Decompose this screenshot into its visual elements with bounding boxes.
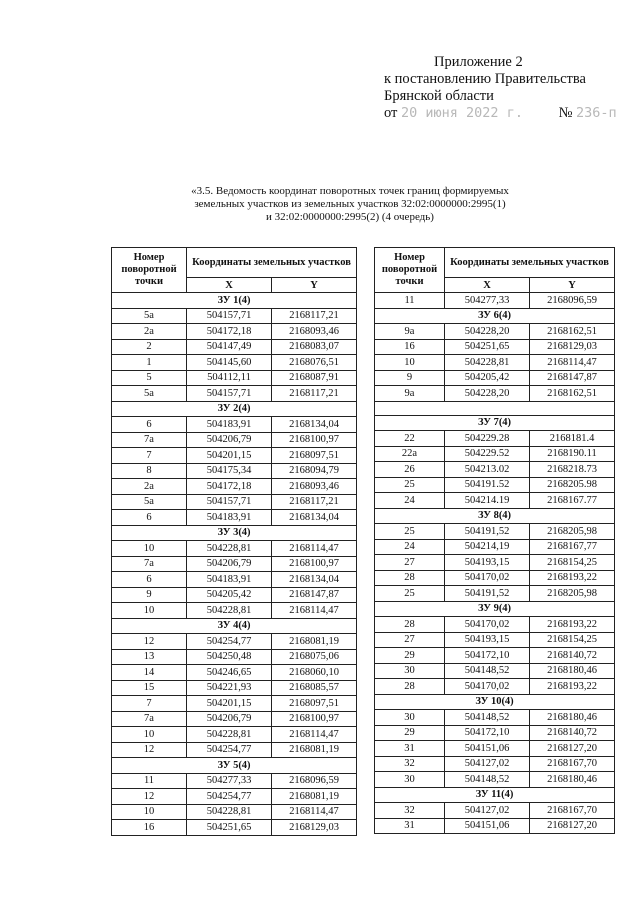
table-row (112, 649, 357, 665)
table-row (112, 804, 357, 820)
x-coordinate-cell: 504193,15 (445, 555, 530, 571)
x-coordinate-cell: 504112,11 (187, 370, 272, 386)
x-coordinate-cell: 504277,33 (187, 773, 272, 789)
x-coordinate-cell: 504205,42 (445, 370, 530, 386)
parcel-label: ЗУ 2(4) (112, 401, 357, 417)
table-row (375, 756, 615, 772)
table-row (112, 696, 357, 712)
y-coordinate-cell: 2168147,87 (272, 587, 357, 603)
parcel-group-row (375, 508, 615, 524)
table-row (112, 727, 357, 743)
table-row (112, 355, 357, 371)
x-coordinate-cell: 504191,52 (445, 524, 530, 540)
point-number-cell: 22 (375, 431, 445, 447)
point-number-cell: 9а (375, 324, 445, 340)
table-row (112, 572, 357, 588)
appendix-resolution-line: к постановлению Правительства (384, 71, 586, 87)
caption-line-2: земельных участков из земельных участков 32:02:0000000:2995(1) (194, 198, 506, 210)
x-coordinate-cell: 504148,52 (445, 710, 530, 726)
table-row (112, 773, 357, 789)
empty-row (375, 401, 615, 415)
y-coordinate-cell: 2168167,77 (530, 539, 615, 555)
table-row (112, 820, 357, 836)
table-row (375, 617, 615, 633)
appendix-title: Приложение 2 (434, 54, 523, 70)
x-coordinate-cell: 504228,81 (445, 355, 530, 371)
y-coordinate-cell: 2168114,47 (272, 727, 357, 743)
x-coordinate-cell: 504205,42 (187, 587, 272, 603)
table-row (375, 539, 615, 555)
parcel-group-row (112, 401, 357, 417)
x-coordinate-cell: 504151,06 (445, 741, 530, 757)
y-coordinate-cell: 2168127,20 (530, 818, 615, 834)
y-coordinate-cell: 2168093,46 (272, 324, 357, 340)
y-coordinate-cell: 2168190.11 (530, 446, 615, 462)
table-row (375, 493, 615, 509)
x-coordinate-cell: 504145,60 (187, 355, 272, 371)
point-number-cell: 5а (112, 386, 187, 402)
parcel-group-row (375, 601, 615, 617)
point-number-cell: 16 (112, 820, 187, 836)
coordinates-table-left (111, 247, 357, 836)
y-coordinate-cell: 2168134,04 (272, 572, 357, 588)
x-coordinate-cell: 504183,91 (187, 572, 272, 588)
header-point-number: Номер поворотной точки (375, 248, 445, 293)
point-number-cell: 14 (112, 665, 187, 681)
number-prefix: № (558, 105, 573, 121)
point-number-cell: 28 (375, 570, 445, 586)
parcel-label: ЗУ 7(4) (375, 415, 615, 431)
point-number-cell: 25 (375, 586, 445, 602)
appendix-region-line: Брянской области (384, 88, 494, 104)
point-number-cell: 27 (375, 555, 445, 571)
table-row (112, 479, 357, 495)
y-coordinate-cell: 2168097,51 (272, 448, 357, 464)
point-number-cell: 7а (112, 432, 187, 448)
point-number-cell: 10 (112, 804, 187, 820)
x-coordinate-cell: 504213.02 (445, 462, 530, 478)
x-coordinate-cell: 504250,48 (187, 649, 272, 665)
x-coordinate-cell: 504228,81 (187, 804, 272, 820)
point-number-cell: 9 (112, 587, 187, 603)
header-y: Y (530, 278, 615, 293)
point-number-cell: 5а (112, 494, 187, 510)
point-number-cell: 32 (375, 803, 445, 819)
point-number-cell: 31 (375, 818, 445, 834)
y-coordinate-cell: 2168154,25 (530, 555, 615, 571)
point-number-cell: 8 (112, 463, 187, 479)
point-number-cell: 16 (375, 339, 445, 355)
x-coordinate-cell: 504127,02 (445, 756, 530, 772)
table-row (112, 587, 357, 603)
y-coordinate-cell: 2168127,20 (530, 741, 615, 757)
x-coordinate-cell: 504151,06 (445, 818, 530, 834)
y-coordinate-cell: 2168134,04 (272, 417, 357, 433)
y-coordinate-cell: 2168180,46 (530, 772, 615, 788)
parcel-group-row (375, 787, 615, 803)
y-coordinate-cell: 2168085,57 (272, 680, 357, 696)
y-coordinate-cell: 2168100,97 (272, 432, 357, 448)
y-coordinate-cell: 2168081,19 (272, 789, 357, 805)
point-number-cell: 2а (112, 324, 187, 340)
table-row (112, 386, 357, 402)
y-coordinate-cell: 2168114,47 (272, 804, 357, 820)
x-coordinate-cell: 504157,71 (187, 494, 272, 510)
parcel-group-row (112, 525, 357, 541)
point-number-cell: 26 (375, 462, 445, 478)
table-row (112, 711, 357, 727)
x-coordinate-cell: 504251,65 (445, 339, 530, 355)
point-number-cell: 11 (375, 293, 445, 309)
point-number-cell: 15 (112, 680, 187, 696)
point-number-cell: 31 (375, 741, 445, 757)
y-coordinate-cell: 2168134,04 (272, 510, 357, 526)
y-coordinate-cell: 2168129,03 (272, 820, 357, 836)
header-point-number: Номер поворотной точки (112, 248, 187, 293)
parcel-group-row (112, 618, 357, 634)
x-coordinate-cell: 504183,91 (187, 510, 272, 526)
appendix-header (384, 54, 634, 122)
table-row (112, 541, 357, 557)
x-coordinate-cell: 504170,02 (445, 679, 530, 695)
appendix-date-row (384, 105, 634, 122)
y-coordinate-cell: 2168093,46 (272, 479, 357, 495)
y-coordinate-cell: 2168114,47 (272, 603, 357, 619)
header-coordinates: Координаты земельных участков (187, 248, 357, 278)
date-prefix: от (384, 105, 398, 121)
parcel-label: ЗУ 10(4) (375, 694, 615, 710)
table-row (375, 324, 615, 340)
y-coordinate-cell: 2168167,70 (530, 756, 615, 772)
table-row (112, 417, 357, 433)
x-coordinate-cell: 504254,77 (187, 634, 272, 650)
parcel-label: ЗУ 1(4) (112, 293, 357, 309)
table-row (375, 355, 615, 371)
table-row (112, 494, 357, 510)
parcel-label: ЗУ 5(4) (112, 758, 357, 774)
x-coordinate-cell: 504172,18 (187, 479, 272, 495)
table-row (112, 665, 357, 681)
x-coordinate-cell: 504206,79 (187, 432, 272, 448)
table-row (375, 818, 615, 834)
y-coordinate-cell: 2168167.77 (530, 493, 615, 509)
date-value: 20 июня 2022 г. (401, 105, 523, 121)
y-coordinate-cell: 2168181.4 (530, 431, 615, 447)
y-coordinate-cell: 2168096,59 (530, 293, 615, 309)
right-table-body (375, 293, 615, 834)
x-coordinate-cell: 504201,15 (187, 448, 272, 464)
point-number-cell: 7 (112, 448, 187, 464)
table-row (112, 432, 357, 448)
point-number-cell: 6 (112, 572, 187, 588)
table-row (375, 555, 615, 571)
point-number-cell: 32 (375, 756, 445, 772)
x-coordinate-cell: 504175,34 (187, 463, 272, 479)
x-coordinate-cell: 504221,93 (187, 680, 272, 696)
point-number-cell: 30 (375, 663, 445, 679)
point-number-cell: 2а (112, 479, 187, 495)
table-row (375, 462, 615, 478)
parcel-group-row (112, 293, 357, 309)
parcel-label: ЗУ 11(4) (375, 787, 615, 803)
x-coordinate-cell: 504127,02 (445, 803, 530, 819)
y-coordinate-cell: 2168081,19 (272, 634, 357, 650)
point-number-cell: 29 (375, 648, 445, 664)
table-row (375, 725, 615, 741)
y-coordinate-cell: 2168117,21 (272, 494, 357, 510)
table-row (112, 339, 357, 355)
y-coordinate-cell: 2168193,22 (530, 679, 615, 695)
point-number-cell: 5а (112, 308, 187, 324)
point-number-cell: 12 (112, 789, 187, 805)
point-number-cell: 7а (112, 556, 187, 572)
y-coordinate-cell: 2168117,21 (272, 386, 357, 402)
x-coordinate-cell: 504201,15 (187, 696, 272, 712)
point-number-cell: 6 (112, 417, 187, 433)
statement-caption (150, 185, 550, 224)
x-coordinate-cell: 504170,02 (445, 570, 530, 586)
y-coordinate-cell: 2168087,91 (272, 370, 357, 386)
y-coordinate-cell: 2168094,79 (272, 463, 357, 479)
x-coordinate-cell: 504246,65 (187, 665, 272, 681)
y-coordinate-cell: 2168167,70 (530, 803, 615, 819)
x-coordinate-cell: 504170,02 (445, 617, 530, 633)
table-row (375, 339, 615, 355)
point-number-cell: 10 (112, 727, 187, 743)
table-row (112, 634, 357, 650)
x-coordinate-cell: 504206,79 (187, 711, 272, 727)
x-coordinate-cell: 504277,33 (445, 293, 530, 309)
x-coordinate-cell: 504148,52 (445, 772, 530, 788)
y-coordinate-cell: 2168100,97 (272, 556, 357, 572)
table-row (112, 742, 357, 758)
y-coordinate-cell: 2168218.73 (530, 462, 615, 478)
point-number-cell: 7 (112, 696, 187, 712)
x-coordinate-cell: 504172,10 (445, 725, 530, 741)
y-coordinate-cell: 2168180,46 (530, 710, 615, 726)
header-coordinates: Координаты земельных участков (445, 248, 615, 278)
x-coordinate-cell: 504172,18 (187, 324, 272, 340)
y-coordinate-cell: 2168180,46 (530, 663, 615, 679)
y-coordinate-cell: 2168193,22 (530, 570, 615, 586)
point-number-cell: 7а (112, 711, 187, 727)
point-number-cell: 1 (112, 355, 187, 371)
point-number-cell: 5 (112, 370, 187, 386)
x-coordinate-cell: 504228,20 (445, 324, 530, 340)
parcel-group-row (375, 415, 615, 431)
point-number-cell: 12 (112, 742, 187, 758)
table-row (375, 632, 615, 648)
table-row (112, 324, 357, 340)
table-row (112, 510, 357, 526)
parcel-label: ЗУ 3(4) (112, 525, 357, 541)
y-coordinate-cell: 2168060,10 (272, 665, 357, 681)
point-number-cell: 24 (375, 493, 445, 509)
table-row (112, 370, 357, 386)
x-coordinate-cell: 504157,71 (187, 308, 272, 324)
point-number-cell: 24 (375, 539, 445, 555)
point-number-cell: 27 (375, 632, 445, 648)
table-row (375, 648, 615, 664)
x-coordinate-cell: 504228,81 (187, 727, 272, 743)
left-table-body (112, 293, 357, 836)
caption-line-3: и 32:02:0000000:2995(2) (4 очередь) (266, 211, 434, 223)
point-number-cell: 28 (375, 679, 445, 695)
x-coordinate-cell: 504214,19 (445, 539, 530, 555)
point-number-cell: 12 (112, 634, 187, 650)
x-coordinate-cell: 504172,10 (445, 648, 530, 664)
y-coordinate-cell: 2168154,25 (530, 632, 615, 648)
x-coordinate-cell: 504206,79 (187, 556, 272, 572)
x-coordinate-cell: 504183,91 (187, 417, 272, 433)
y-coordinate-cell: 2168193,22 (530, 617, 615, 633)
y-coordinate-cell: 2168117,21 (272, 308, 357, 324)
point-number-cell: 6 (112, 510, 187, 526)
table-row (112, 308, 357, 324)
header-y: Y (272, 278, 357, 293)
table-row (375, 477, 615, 493)
caption-line-1: «3.5. Ведомость координат поворотных точек границ формируемых (191, 185, 509, 197)
table-row (375, 370, 615, 386)
point-number-cell: 10 (112, 541, 187, 557)
parcel-group-row (112, 758, 357, 774)
parcel-group-row (375, 308, 615, 324)
y-coordinate-cell: 2168205,98 (530, 586, 615, 602)
y-coordinate-cell: 2168076,51 (272, 355, 357, 371)
point-number-cell: 10 (375, 355, 445, 371)
header-x: X (445, 278, 530, 293)
y-coordinate-cell: 2168096,59 (272, 773, 357, 789)
y-coordinate-cell: 2168114,47 (530, 355, 615, 371)
table-row (375, 570, 615, 586)
coordinates-table-right (374, 247, 615, 834)
x-coordinate-cell: 504251,65 (187, 820, 272, 836)
y-coordinate-cell: 2168205,98 (530, 524, 615, 540)
x-coordinate-cell: 504193,15 (445, 632, 530, 648)
table-row (375, 710, 615, 726)
point-number-cell: 30 (375, 710, 445, 726)
point-number-cell: 25 (375, 524, 445, 540)
y-coordinate-cell: 2168140,72 (530, 725, 615, 741)
x-coordinate-cell: 504191,52 (445, 586, 530, 602)
y-coordinate-cell: 2168147,87 (530, 370, 615, 386)
point-number-cell: 25 (375, 477, 445, 493)
x-coordinate-cell: 504228,20 (445, 386, 530, 402)
x-coordinate-cell: 504228,81 (187, 541, 272, 557)
table-row (375, 741, 615, 757)
x-coordinate-cell: 504254,77 (187, 742, 272, 758)
x-coordinate-cell: 504229.52 (445, 446, 530, 462)
parcel-label: ЗУ 8(4) (375, 508, 615, 524)
y-coordinate-cell: 2168100,97 (272, 711, 357, 727)
y-coordinate-cell: 2168075,06 (272, 649, 357, 665)
parcel-group-row (375, 694, 615, 710)
point-number-cell: 22а (375, 446, 445, 462)
y-coordinate-cell: 2168081,19 (272, 742, 357, 758)
y-coordinate-cell: 2168140,72 (530, 648, 615, 664)
point-number-cell: 13 (112, 649, 187, 665)
x-coordinate-cell: 504157,71 (187, 386, 272, 402)
header-x: X (187, 278, 272, 293)
point-number-cell: 9 (375, 370, 445, 386)
x-coordinate-cell: 504229.28 (445, 431, 530, 447)
point-number-cell: 30 (375, 772, 445, 788)
y-coordinate-cell: 2168162,51 (530, 386, 615, 402)
table-row (375, 803, 615, 819)
y-coordinate-cell: 2168162,51 (530, 324, 615, 340)
x-coordinate-cell: 504148,52 (445, 663, 530, 679)
point-number-cell: 10 (112, 603, 187, 619)
table-row (375, 679, 615, 695)
x-coordinate-cell: 504214.19 (445, 493, 530, 509)
table-row (375, 772, 615, 788)
table-row (112, 603, 357, 619)
table-row (375, 524, 615, 540)
parcel-label: ЗУ 9(4) (375, 601, 615, 617)
table-row (112, 789, 357, 805)
empty-cell (375, 401, 615, 415)
table-row (112, 556, 357, 572)
y-coordinate-cell: 2168097,51 (272, 696, 357, 712)
table-row (375, 446, 615, 462)
table-row (375, 586, 615, 602)
table-row (112, 463, 357, 479)
point-number-cell: 28 (375, 617, 445, 633)
table-row (375, 386, 615, 402)
table-row (112, 448, 357, 464)
table-row (112, 680, 357, 696)
point-number-cell: 11 (112, 773, 187, 789)
y-coordinate-cell: 2168114,47 (272, 541, 357, 557)
parcel-label: ЗУ 4(4) (112, 618, 357, 634)
x-coordinate-cell: 504254,77 (187, 789, 272, 805)
y-coordinate-cell: 2168129,03 (530, 339, 615, 355)
y-coordinate-cell: 2168083,07 (272, 339, 357, 355)
x-coordinate-cell: 504147,49 (187, 339, 272, 355)
table-row (375, 431, 615, 447)
table-row (375, 663, 615, 679)
point-number-cell: 2 (112, 339, 187, 355)
x-coordinate-cell: 504228,81 (187, 603, 272, 619)
point-number-cell: 29 (375, 725, 445, 741)
x-coordinate-cell: 504191.52 (445, 477, 530, 493)
parcel-label: ЗУ 6(4) (375, 308, 615, 324)
point-number-cell: 9а (375, 386, 445, 402)
table-row (375, 293, 615, 309)
number-value: 236-п (576, 105, 617, 121)
y-coordinate-cell: 2168205.98 (530, 477, 615, 493)
